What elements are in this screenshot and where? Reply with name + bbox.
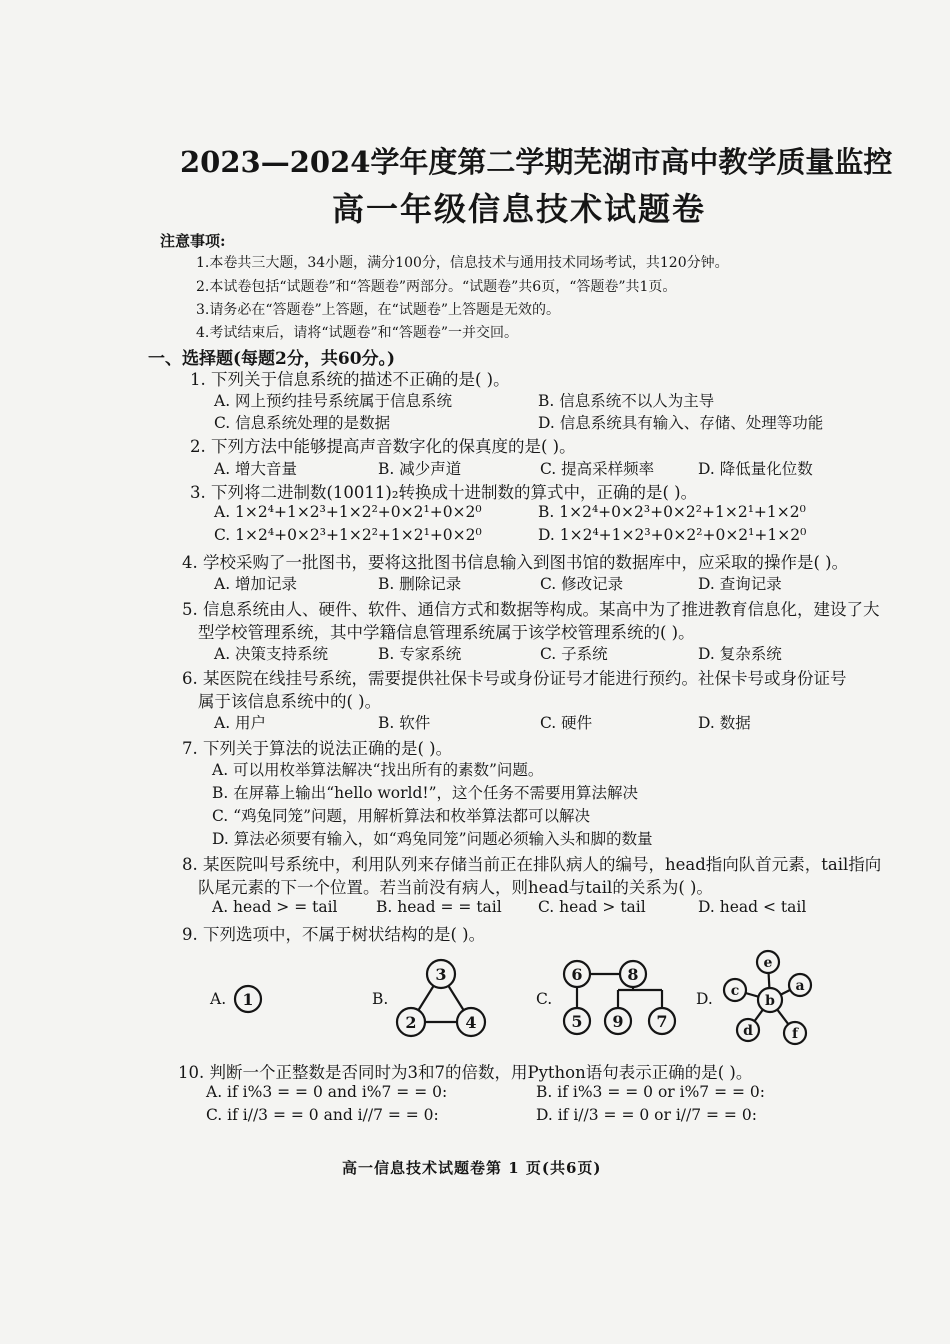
section-heading: 一、选择题(每题2分，共60分。) bbox=[148, 349, 396, 369]
graph-c-label-5: 5 bbox=[571, 1012, 583, 1031]
graph-b-label-4: 4 bbox=[465, 1013, 477, 1032]
q3-option-b: B. 1×2⁴+0×2³+0×2²+1×2¹+1×2⁰ bbox=[538, 503, 806, 521]
q7-option-c: C. “鸡兔同笼”问题，用解析算法和枚举算法都可以解决 bbox=[212, 807, 591, 825]
q7-option-d: D. 算法必须要有输入，如“鸡兔同笼”问题必须输入头和脚的数量 bbox=[212, 830, 653, 848]
q6-option-a: A. 用户 bbox=[214, 714, 267, 732]
note-4: 4.考试结束后，请将“试题卷”和“答题卷”一并交回。 bbox=[196, 325, 518, 341]
graph-c-label-7: 7 bbox=[656, 1012, 668, 1031]
q10-option-c: C. if i//3 = = 0 and i//7 = = 0: bbox=[206, 1106, 439, 1124]
exam-title-line1: 2023—2024学年度第二学期芜湖市高中教学质量监控 bbox=[180, 145, 893, 179]
q1-option-c: C. 信息系统处理的是数据 bbox=[214, 414, 391, 432]
q3-option-c: C. 1×2⁴+0×2³+1×2²+1×2¹+0×2⁰ bbox=[214, 526, 482, 544]
q5-option-d: D. 复杂系统 bbox=[698, 645, 782, 663]
q6-option-d: D. 数据 bbox=[698, 714, 751, 732]
q8-option-b: B. head = = tail bbox=[376, 898, 502, 916]
q2-option-b: B. 减少声道 bbox=[378, 460, 462, 478]
q10-option-b: B. if i%3 = = 0 or i%7 = = 0: bbox=[536, 1083, 766, 1101]
q4-option-c: C. 修改记录 bbox=[540, 575, 624, 593]
graph-d-label-d: d bbox=[743, 1023, 753, 1039]
graph-c-label-9: 9 bbox=[612, 1012, 624, 1031]
q3-option-d: D. 1×2⁴+1×2³+0×2²+0×2¹+1×2⁰ bbox=[538, 526, 807, 544]
question-7-stem: 7. 下列关于算法的说法正确的是( )。 bbox=[182, 739, 453, 758]
q4-option-a: A. 增加记录 bbox=[214, 575, 298, 593]
q1-option-b: B. 信息系统不以人为主导 bbox=[538, 392, 715, 410]
graph-d-label-b: b bbox=[765, 993, 775, 1009]
question-8-stem: 8. 某医院叫号系统中，利用队列来存储当前正在排队病人的编号，head指向队首元素，tail指向 bbox=[182, 855, 882, 874]
graph-d-label-c: c bbox=[730, 983, 740, 999]
q4-option-d: D. 查询记录 bbox=[698, 575, 782, 593]
question-4-stem: 4. 学校采购了一批图书，要将这批图书信息输入到图书馆的数据库中，应采取的操作是( )。 bbox=[182, 553, 849, 572]
q9-option-d: D. bbox=[696, 990, 713, 1008]
q8-option-d: D. head < tail bbox=[698, 898, 807, 916]
note-3: 3.请务必在“答题卷”上答题，在“试题卷”上答题是无效的。 bbox=[196, 302, 560, 318]
question-5-stem-line2: 型学校管理系统，其中学籍信息管理系统属于该学校管理系统的( )。 bbox=[198, 623, 695, 642]
graph-d-label-f: f bbox=[791, 1026, 799, 1042]
question-10-stem: 10. 判断一个正整数是否同时为3和7的倍数，用Python语句表示正确的是( )。 bbox=[178, 1063, 753, 1082]
question-1-stem: 1. 下列关于信息系统的描述不正确的是( )。 bbox=[190, 370, 510, 389]
question-5-stem: 5. 信息系统由人、硬件、软件、通信方式和数据等构成。某高中为了推进教育信息化，建设了大 bbox=[182, 600, 880, 619]
q8-option-a: A. head > = tail bbox=[212, 898, 338, 916]
graph-d-label-e: e bbox=[763, 955, 773, 971]
q7-option-a: A. 可以用枚举算法解决“找出所有的素数”问题。 bbox=[212, 761, 544, 779]
graph-c-label-6: 6 bbox=[571, 965, 583, 984]
q5-option-a: A. 决策支持系统 bbox=[214, 645, 329, 663]
graph-c-label-8: 8 bbox=[627, 965, 639, 984]
note-1: 1.本卷共三大题，34小题，满分100分，信息技术与通用技术同场考试，共120分钟。 bbox=[196, 255, 729, 271]
exam-title-line2: 高一年级信息技术试题卷 bbox=[332, 190, 707, 228]
q6-option-c: C. 硬件 bbox=[540, 714, 593, 732]
question-2-stem: 2. 下列方法中能够提高声音数字化的保真度的是( )。 bbox=[190, 437, 576, 456]
q8-option-c: C. head > tail bbox=[538, 898, 646, 916]
question-8-stem-line2: 队尾元素的下一个位置。若当前没有病人，则head与tail的关系为( )。 bbox=[198, 878, 713, 897]
q9-option-c: C. bbox=[536, 990, 553, 1008]
q10-option-a: A. if i%3 = = 0 and i%7 = = 0: bbox=[206, 1083, 448, 1101]
q4-option-b: B. 删除记录 bbox=[378, 575, 462, 593]
q3-option-a: A. 1×2⁴+1×2³+1×2²+0×2¹+0×2⁰ bbox=[214, 503, 482, 521]
graph-a-label-1: 1 bbox=[242, 990, 254, 1009]
page-footer: 高一信息技术试题卷第 1 页(共6页) bbox=[342, 1159, 602, 1177]
q9-option-b: B. bbox=[372, 990, 389, 1008]
question-3-stem: 3. 下列将二进制数(10011)₂转换成十进制数的算式中，正确的是( )。 bbox=[190, 483, 698, 502]
graph-d-label-a: a bbox=[795, 978, 805, 994]
q2-option-d: D. 降低量化位数 bbox=[698, 460, 813, 478]
question-6-stem: 6. 某医院在线挂号系统，需要提供社保卡号或身份证号才能进行预约。社保卡号或身份证号 bbox=[182, 669, 847, 688]
q1-option-a: A. 网上预约挂号系统属于信息系统 bbox=[214, 392, 453, 410]
q5-option-b: B. 专家系统 bbox=[378, 645, 462, 663]
q6-option-b: B. 软件 bbox=[378, 714, 431, 732]
graph-b-label-3: 3 bbox=[435, 965, 447, 984]
q2-option-a: A. 增大音量 bbox=[214, 460, 298, 478]
note-2: 2.本试卷包括“试题卷”和“答题卷”两部分。“试题卷”共6页，“答题卷”共1页。 bbox=[196, 279, 677, 295]
graph-b-label-2: 2 bbox=[405, 1013, 417, 1032]
q10-option-d: D. if i//3 = = 0 or i//7 = = 0: bbox=[536, 1106, 757, 1124]
question-6-stem-line2: 属于该信息系统中的( )。 bbox=[198, 692, 382, 711]
q9-option-a: A. bbox=[210, 990, 227, 1008]
q2-option-c: C. 提高采样频率 bbox=[540, 460, 655, 478]
q7-option-b: B. 在屏幕上输出“hello world!”，这个任务不需要用算法解决 bbox=[212, 784, 639, 802]
q1-option-d: D. 信息系统具有输入、存储、处理等功能 bbox=[538, 414, 824, 432]
q5-option-c: C. 子系统 bbox=[540, 645, 608, 663]
question-9-stem: 9. 下列选项中，不属于树状结构的是( )。 bbox=[182, 925, 486, 944]
notes-heading: 注意事项: bbox=[160, 232, 226, 250]
